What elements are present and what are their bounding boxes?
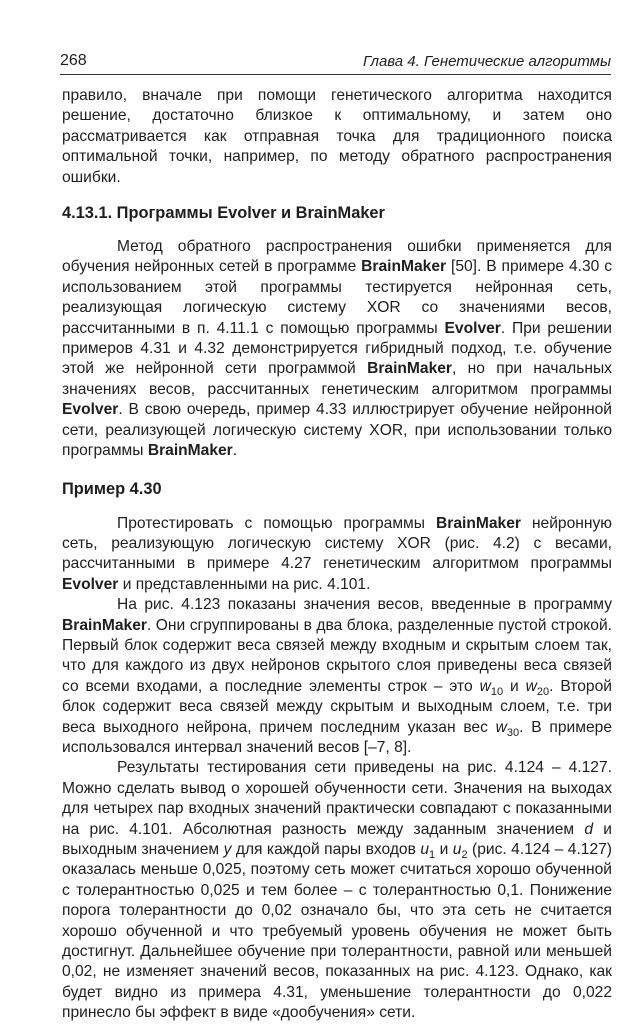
input-subscript: 1 bbox=[429, 849, 436, 862]
variable-u: u bbox=[420, 841, 430, 858]
input-subscript: 2 bbox=[461, 849, 468, 862]
program-name-brainmaker: BrainMaker bbox=[436, 514, 521, 532]
text-run: и представленными на рис. 4.101. bbox=[118, 575, 371, 593]
page-header bbox=[60, 50, 611, 75]
text-run: . Они сгруппированы в два блока, разделенные пустой строкой. Первый блок содержит веса связей между входным и скрытым слоем так, что для каждого из двух нейронов скрытого слоя приведены веса связей со всеми входами, а последние элементы строк – это bbox=[62, 616, 612, 695]
program-name-evolver: Evolver bbox=[62, 575, 119, 593]
section-paragraph bbox=[62, 237, 612, 461]
text-run: . В примере использовался интервал значений весов [–7, 8]. bbox=[62, 718, 612, 756]
program-name-brainmaker: BrainMaker bbox=[62, 616, 147, 634]
weight-symbol: w bbox=[495, 718, 507, 736]
weight-symbol: w bbox=[479, 677, 491, 695]
text-run: Протестировать с помощью программы bbox=[117, 514, 436, 532]
weight-symbol: w bbox=[525, 677, 537, 695]
weight-subscript: 20 bbox=[536, 685, 550, 698]
text-run: , но при начальных значениях весов, рассчитанных генетическим алгоритмом программы bbox=[62, 360, 612, 398]
text-run: для каждой пары входов bbox=[231, 841, 421, 858]
text-run: . bbox=[232, 442, 238, 460]
text-run: На рис. 4.123 показаны значения весов, введенные в программу bbox=[117, 596, 612, 614]
example-title: Пример 4.30 bbox=[62, 479, 162, 498]
weight-subscript: 30 bbox=[506, 726, 520, 739]
example-paragraph-2 bbox=[62, 595, 612, 758]
program-name-brainmaker: BrainMaker bbox=[367, 360, 452, 378]
program-name-brainmaker: BrainMaker bbox=[361, 258, 447, 276]
text-run: нейронную сеть, реализующую логическую систему XOR (рис. 4.2) с весами, рассчитанными в примере 4.27 генетическим алгоритмом программы bbox=[62, 514, 612, 573]
text-run: и bbox=[503, 677, 526, 695]
page-number: 268 bbox=[60, 52, 87, 69]
text-run: (рис. 4.124 – 4.127) оказалась меньше 0,025, поэтому сеть может считаться хорошо обученной с толерантностью 0,025 и тем более – с толерантностью 0,1. Понижение порога толерантности до 0,02 означало бы, что эта сеть не считается хорошо обученной и что требуемый уровень обучения не может быть достигнут. Дальнейшее обучение при толерантности, равной или меньшей 0,02, не изменяет значений весов, показанных на рис. 4.123. Однако, как будет видно из примера 4.31, уменьшение толерантности до 0,022 принесло бы эффект в виде «дообучения» сети. bbox=[62, 841, 612, 1022]
text-run: Метод обратного распространения ошибки применяется для обучения нейронных сетей в программе bbox=[62, 238, 612, 276]
program-name-brainmaker: BrainMaker bbox=[147, 442, 233, 460]
variable-u: u bbox=[452, 841, 462, 858]
example-paragraph-3 bbox=[62, 758, 612, 1023]
text-run: и bbox=[435, 841, 453, 858]
variable-d: d bbox=[584, 820, 594, 838]
weight-subscript: 10 bbox=[490, 685, 504, 698]
running-head: Глава 4. Генетические алгоритмы bbox=[362, 53, 611, 70]
program-name-evolver: Evolver bbox=[62, 401, 119, 419]
text-run: Результаты тестирования сети приведены на рис. 4.124 – 4.127. Можно сделать вывод о хорошей обученности сети. Значения на выходах для четырех пар входных значений практически совпадают с показанными на рис. 4.101. Абсолютная разность между заданным значением bbox=[62, 759, 612, 838]
page-content bbox=[62, 86, 612, 1024]
text-run: . В свою очередь, пример 4.33 иллюстрирует обучение нейронной сети, реализующей логическую систему XOR, при использовании только программы bbox=[62, 401, 612, 460]
text-run: [50]. В примере 4.30 с использованием этой программы тестируется нейронная сеть, реализующая логическую систему XOR со значениями весов, рассчитанными в п. 4.11.1 с помощью программы bbox=[62, 258, 612, 337]
text-run: . При решении примеров 4.31 и 4.32 демонстрируется гибридный подход, т.е. обучение этой же нейронной сети программой bbox=[62, 319, 612, 378]
section-title: 4.13.1. Программы Evolver и BrainMaker bbox=[62, 204, 385, 223]
example-paragraph-1 bbox=[62, 514, 612, 596]
intro-paragraph: правило, вначале при помощи генетического алгоритма находится решение, достаточно близкое к оптимальному, и затем оно рассматривается как отправная точка для традиционного поиска оптимальной точки, например, по методу обратного распространения ошибки. bbox=[62, 87, 612, 186]
program-name-evolver: Evolver bbox=[444, 319, 501, 337]
text-run: . Второй блок содержит веса связей между скрытым и выходным слоем, т.е. три веса выходного нейрона, причем последним указан вес bbox=[62, 677, 612, 736]
text-run: и выходным значением bbox=[62, 820, 613, 858]
variable-y: y bbox=[223, 841, 232, 858]
